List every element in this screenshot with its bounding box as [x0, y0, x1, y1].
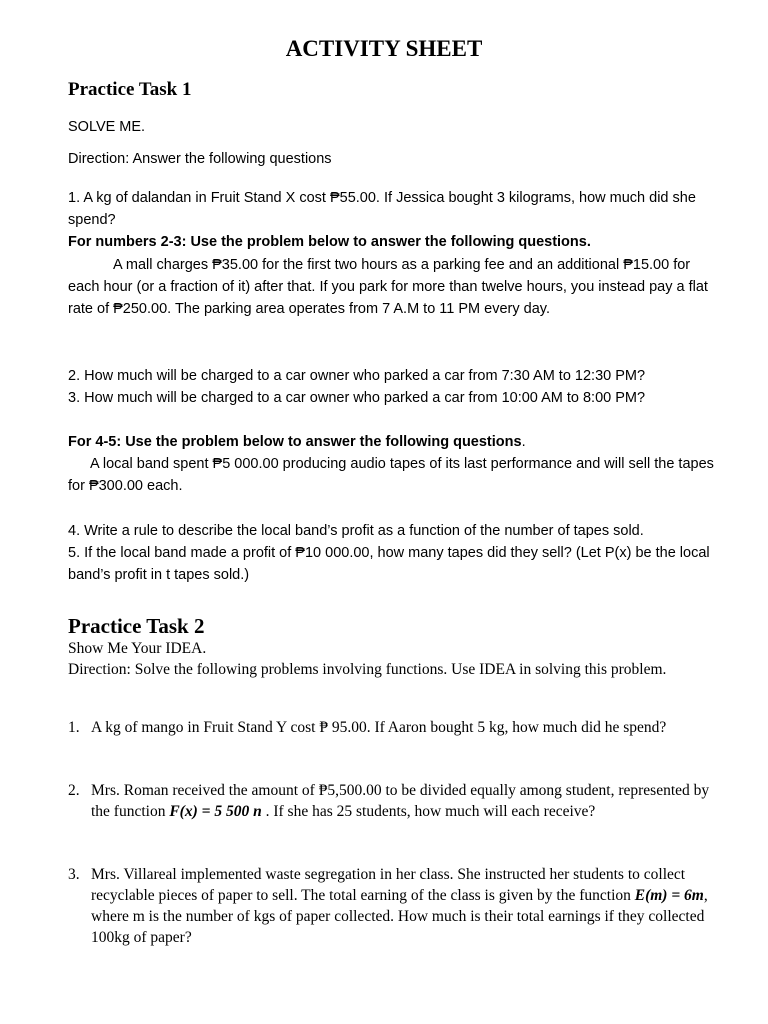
task1-group2-heading-line [68, 431, 718, 453]
task1-group2-problem: A local band spent ₱5 000.00 producing audio tapes of its last performance and will sell the tapes for ₱300.00 each. [68, 456, 714, 494]
task2-subtitle: Show Me Your IDEA. [68, 640, 207, 657]
page-title: ACTIVITY SHEET [285, 36, 483, 61]
problem-number: 2. [68, 782, 80, 799]
task1-group2-heading: For 4-5: Use the problem below to answer the following questions [68, 434, 522, 450]
problem-number: 1. [68, 719, 80, 736]
task1-heading: Practice Task 1 [68, 79, 192, 100]
task1-direction: Direction: Answer the following questions [68, 151, 332, 167]
task2-heading: Practice Task 2 [68, 614, 205, 638]
task1-question-1: 1. A kg of dalandan in Fruit Stand X cost ₱55.00. If Jessica bought 3 kilograms, how much did she spend? [68, 190, 696, 228]
task2-direction: Direction: Solve the following problems involving functions. Use IDEA in solving this problem. [68, 661, 667, 678]
problem-text [91, 780, 727, 822]
task1-group2-heading-period: . [521, 434, 526, 450]
function-formula: E(m) = 6m [634, 887, 704, 904]
task1-group1-problem: A mall charges ₱35.00 for the first two hours as a parking fee and an additional ₱15.00 for each hour (or a fraction of it) after that. If you park for more than twelve hours, you instead pay a flat rate of ₱250.00. The parking area operates from 7 A.M to 11 PM every day. [68, 257, 708, 317]
problem-text-before: Mrs. Villareal implemented waste segregation in her class. She instructed her students to collect recyclable pieces of paper to sell. The total earning of the class is given by the function [91, 866, 686, 904]
task1-question-2: 2. How much will be charged to a car owner who parked a car from 7:30 AM to 12:30 PM? [68, 368, 646, 384]
problem-text [91, 864, 727, 948]
problem-text: A kg of mango in Fruit Stand Y cost ₱ 95.00. If Aaron bought 5 kg, how much did he spend? [91, 719, 667, 736]
task1-question-3: 3. How much will be charged to a car owner who parked a car from 10:00 AM to 8:00 PM? [68, 390, 646, 406]
problem-number: 3. [68, 866, 80, 883]
task1-group1-heading: For numbers 2-3: Use the problem below to answer the following questions. [68, 234, 591, 250]
task1-subtitle: SOLVE ME. [68, 119, 146, 135]
problem-text-after: . If she has 25 students, how much will each receive? [261, 803, 596, 820]
function-formula: F(x) = 5 500 n [169, 803, 262, 820]
task1-question-5: 5. If the local band made a profit of ₱10 000.00, how many tapes did they sell? (Let P(x) be the local band’s profit in t tapes sold.) [68, 545, 710, 583]
problem-text-after: , where m is the number of kgs of paper collected. How much is their total earnings if they collected 100kg of paper? [91, 887, 708, 946]
task1-question-4: 4. Write a rule to describe the local band’s profit as a function of the number of tapes sold. [68, 523, 644, 539]
problem-text-before: Mrs. Roman received the amount of ₱5,500.00 to be divided equally among student, represented by the function [91, 782, 710, 820]
